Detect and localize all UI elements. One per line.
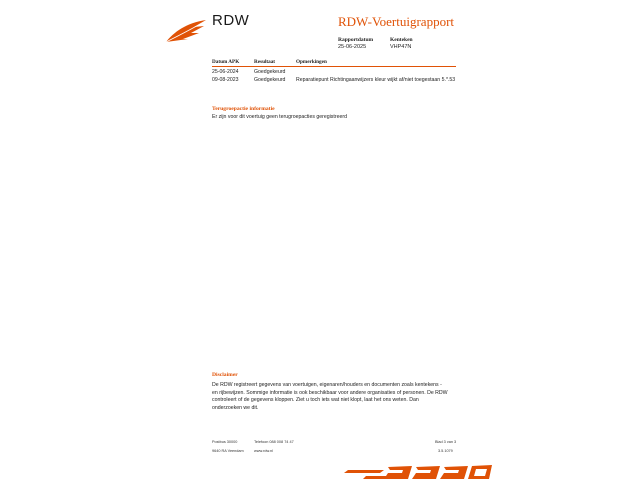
logo-text: RDW [212, 12, 250, 29]
column-header-notes: Opmerkingen [296, 59, 327, 65]
footer-postbox: Postbus 30000 [212, 440, 238, 444]
row-date: 25-06-2024 [212, 69, 239, 75]
disclaimer-text: De RDW registreert gegevens van voertuigen, eigenaren/houders en documenten zoals kentekens - en rijbewijzen. Sommige informatie is ook beschikbaar voor andere organisaties of personen. De RDW controleert of de gegevens kloppen. Ziet u toch iets wat niet klopt, laat het ons weten. Dan onderzoeken we dit. [212, 382, 448, 411]
footer-city: 9640 RA Veendam [212, 449, 244, 453]
plate-number: VHP47N [390, 44, 412, 50]
plate-label: Kenteken [390, 37, 413, 43]
disclaimer-title: Disclaimer [212, 372, 238, 378]
row-notes: Reparatiepunt Richtingaanwijzers kleur wijkt af/niet toegestaan 5.*.53 [296, 77, 456, 83]
footer-page-number: Blad 3 van 3 [435, 440, 457, 444]
column-header-date: Datum APK [212, 59, 240, 65]
report-date-label: Rapportdatum [338, 37, 374, 43]
footer-phone: Telefoon 088 008 74 47 [254, 440, 294, 444]
footer-code: 3.5.1079 [438, 449, 453, 453]
footer-website[interactable]: www.rdw.nl [254, 449, 273, 453]
report-date: 25-06-2025 [338, 44, 367, 50]
report-title: RDW-Voertuigrapport [338, 14, 455, 29]
recall-section-title: Terugroepactie informatie [212, 106, 275, 112]
rdw-logo-icon [164, 18, 208, 44]
recall-section-text: Er zijn voor dit voertuig geen terugroepacties geregistreerd [212, 114, 347, 120]
decorative-flag-icon [344, 464, 494, 480]
table-header-rule [212, 66, 456, 67]
column-header-result: Resultaat [254, 59, 276, 65]
row-result: Goedgekeurd [254, 69, 286, 75]
row-date: 09-08-2023 [212, 77, 239, 83]
row-result: Goedgekeurd [254, 77, 286, 83]
